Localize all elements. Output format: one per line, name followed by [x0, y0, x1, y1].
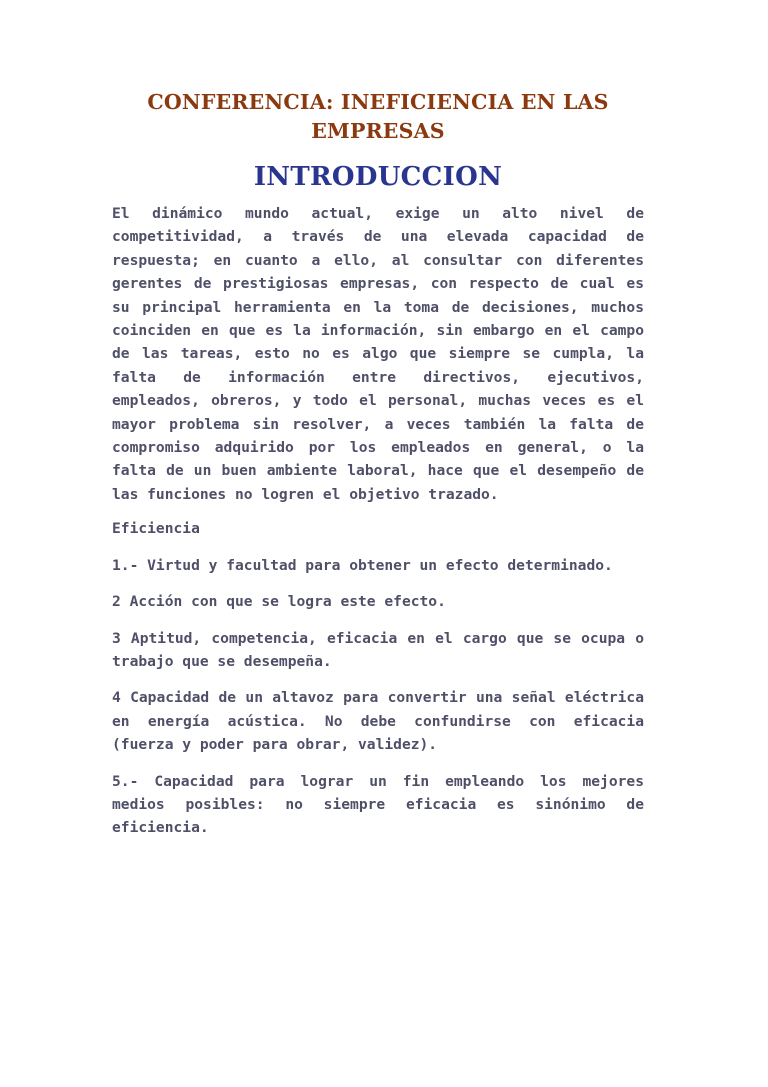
document-page [112, 88, 644, 840]
definition-item: 2 Acción con que se logra este efecto. [112, 593, 446, 611]
document-title-line1: CONFERENCIA: INEFICIENCIA EN LAS [147, 90, 609, 114]
efficiency-label: Eficiencia [112, 520, 200, 538]
document-title [112, 88, 644, 146]
definition-item: 1.- Virtud y facultad para obtener un efecto determinado. [112, 556, 613, 574]
definition-item: 5.- Capacidad para lograr un fin empleando los mejores medios posibles: no siempre eficacia es sinónimo de eficiencia. [112, 772, 644, 837]
intro-paragraph: El dinámico mundo actual, exige un alto nivel de competitividad, a través de una elevada capacidad de respuesta; en cuanto a ello, al consultar con diferentes gerentes de prestigiosas empresas, con respecto de cual es su principal herramienta en la toma de decisiones, muchos coinciden en que es la información, sin embargo en el campo de las tareas, esto no es algo que siempre se cumpla, la falta de información entre directivos, ejecutivos, empleados, obreros, y todo el personal, muchas veces es el mayor problema sin resolver, a veces también la falta de compromiso adquirido por los empleados en general, o la falta de un buen ambiente laboral, hace que el desempeño de las funciones no logren el objetivo trazado. [112, 205, 644, 503]
definition-item: 4 Capacidad de un altavoz para convertir una señal eléctrica en energía acústica. No debe confundirse con eficacia (fuerza y poder para obrar, validez). [112, 689, 644, 754]
definition-item: 3 Aptitud, competencia, eficacia en el cargo que se ocupa o trabajo que se desempeña. [112, 629, 644, 670]
section-heading: INTRODUCCION [253, 162, 503, 192]
document-title-line2: EMPRESAS [311, 119, 445, 143]
